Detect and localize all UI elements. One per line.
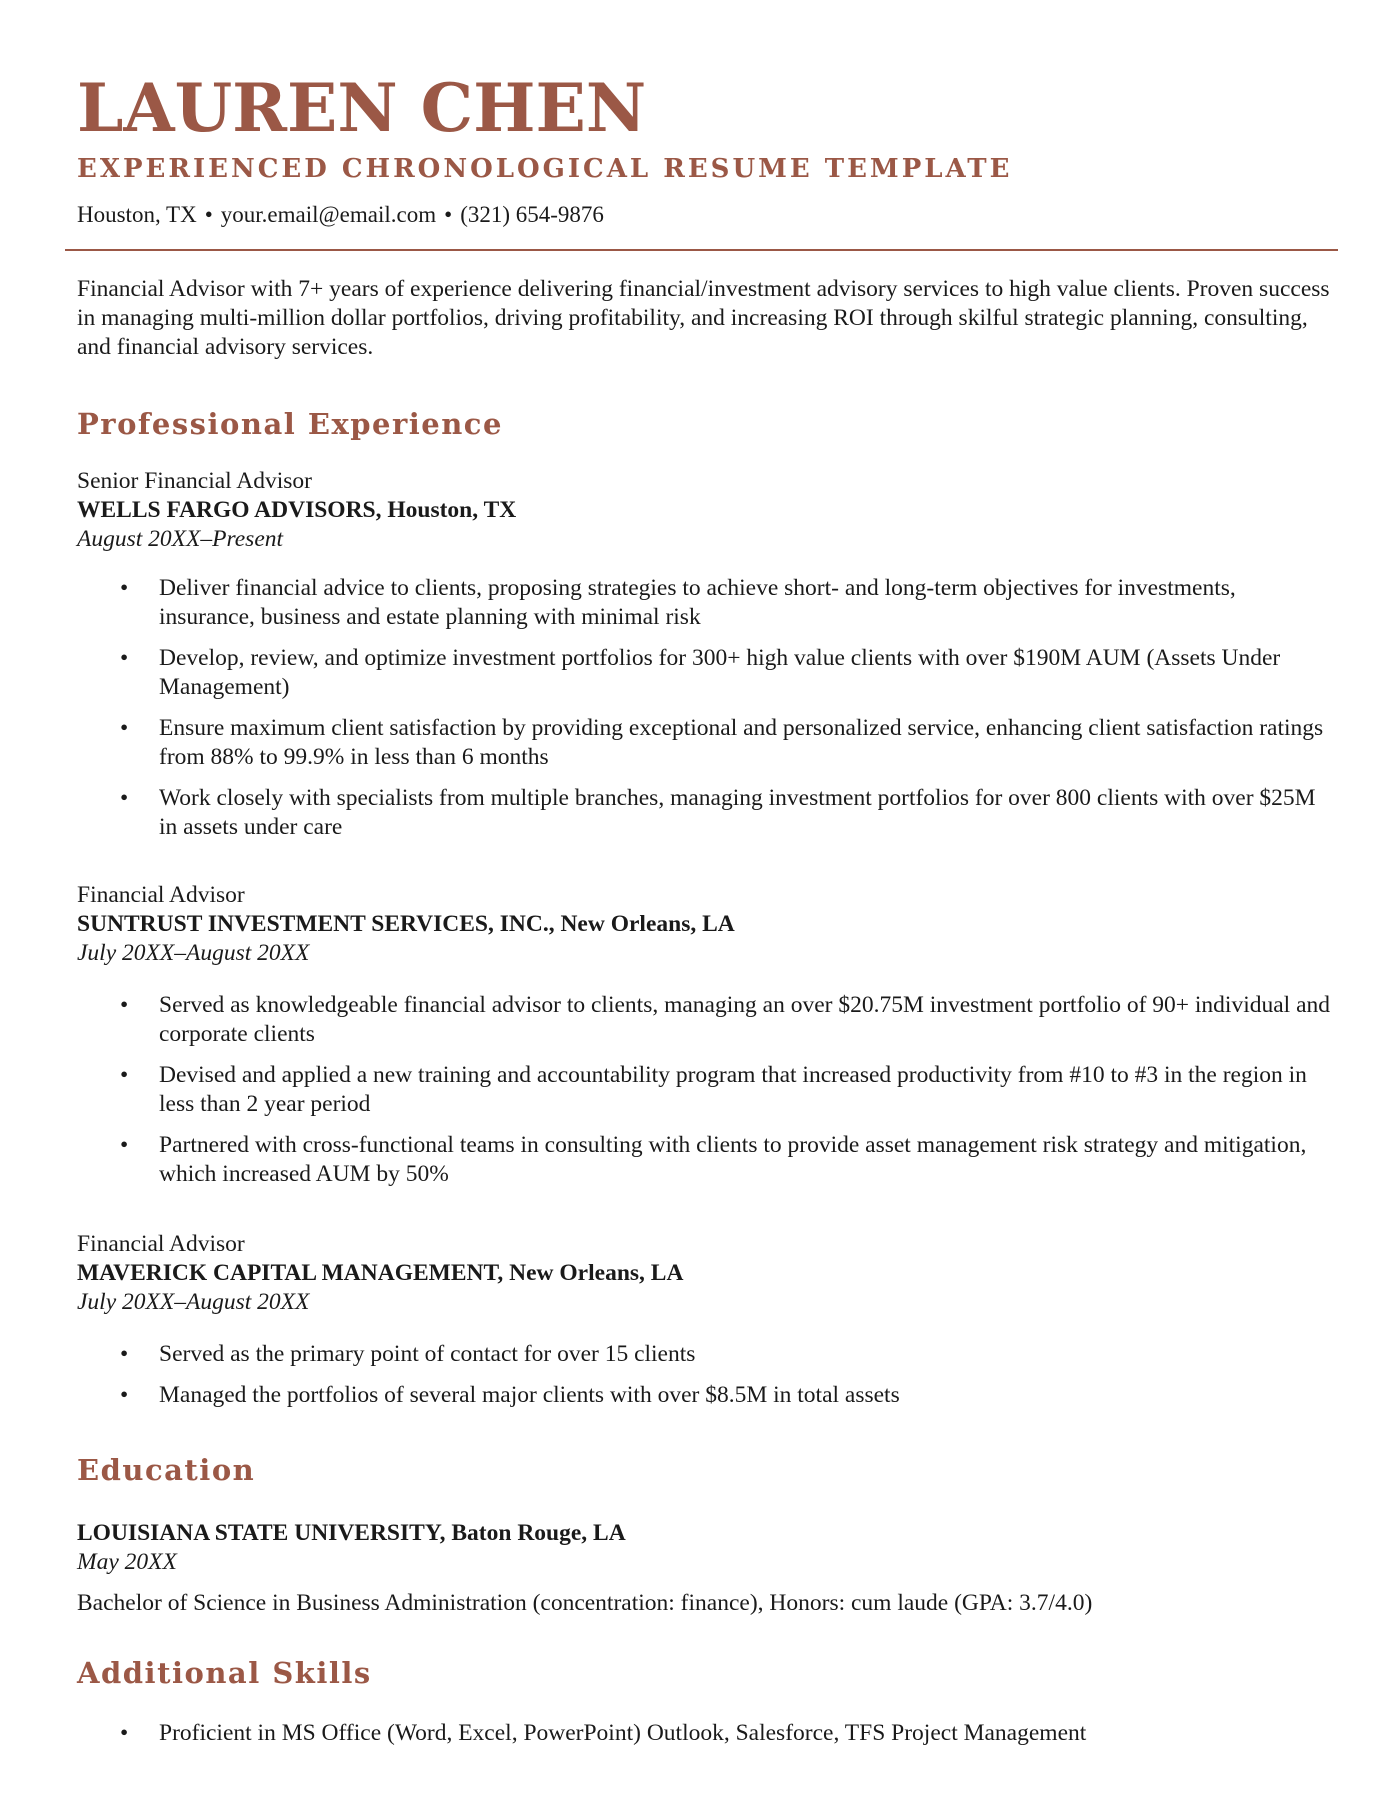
skills-entry: [77, 1719, 1337, 1748]
job-bullets: [77, 991, 1337, 1189]
section-title-skills: Additional Skills: [77, 1656, 372, 1690]
job-dates: July 20XX–August 20XX: [77, 1289, 310, 1315]
contact-separator: •: [444, 202, 453, 227]
job-company: MAVERICK CAPITAL MANAGEMENT, New Orleans, LA: [77, 1260, 684, 1286]
job-bullets: [77, 1340, 1337, 1410]
bullet-dot: •: [120, 715, 129, 741]
bullet-dot: •: [120, 645, 129, 671]
header-divider: [65, 249, 1338, 251]
education-school: LOUISIANA STATE UNIVERSITY, Baton Rouge, LA: [77, 1520, 626, 1546]
resume-subtitle: EXPERIENCED CHRONOLOGICAL RESUME TEMPLATE: [77, 154, 1013, 184]
bullet-item: • Partnered with cross-functional teams in consulting with clients to provide asset management risk strategy and mitigation, which increased AUM by 50%: [120, 1132, 1307, 1187]
bullet-dot: •: [120, 1341, 129, 1367]
contact-phone: (321) 654-9876: [460, 202, 604, 227]
job-entry: [77, 467, 1337, 842]
education-degree: Bachelor of Science in Business Administration (concentration: finance), Honors: cum laude (GPA: 3.7/4.0): [77, 1590, 1093, 1616]
bullet-item: • Work closely with specialists from multiple branches, managing investment portfolios for over 800 clients with over $25M in assets under care: [120, 785, 1316, 840]
skill-item: • Proficient in MS Office (Word, Excel, PowerPoint) Outlook, Salesforce, TFS Project Management: [120, 1720, 1087, 1746]
bullet-item: • Managed the portfolios of several major clients with over $8.5M in total assets: [120, 1382, 900, 1408]
bullet-dot: •: [120, 575, 129, 601]
bullet-dot: •: [120, 1062, 129, 1088]
candidate-name: LAUREN CHEN: [77, 69, 647, 147]
job-role: Financial Advisor: [77, 1231, 245, 1257]
job-bullets: [77, 574, 1337, 842]
education-dates: May 20XX: [77, 1549, 177, 1575]
bullet-dot: •: [120, 785, 129, 811]
contact-line: [77, 200, 604, 230]
job-dates: August 20XX–Present: [77, 526, 284, 552]
skills-list: [77, 1719, 1337, 1748]
bullet-item: • Served as knowledgeable financial advisor to clients, managing an over $20.75M investment portfolio of 90+ individual and corporate clients: [120, 992, 1331, 1047]
contact-email: your.email@email.com: [220, 202, 437, 227]
bullet-item: • Devised and applied a new training and accountability program that increased productivity from #10 to #3 in the region in less than 2 year period: [120, 1062, 1307, 1117]
job-dates: July 20XX–August 20XX: [77, 940, 310, 966]
job-company: SUNTRUST INVESTMENT SERVICES, INC., New Orleans, LA: [77, 911, 735, 937]
education-entry: [77, 1519, 1337, 1618]
bullet-item: • Deliver financial advice to clients, proposing strategies to achieve short- and long-term objectives for investments, insurance, business and estate planning with minimal risk: [120, 575, 1236, 630]
contact-location: Houston, TX: [77, 202, 197, 227]
contact-separator: •: [204, 202, 213, 227]
bullet-dot: •: [120, 1132, 129, 1158]
job-role: Financial Advisor: [77, 882, 245, 908]
bullet-dot: •: [120, 1720, 129, 1746]
bullet-item: • Served as the primary point of contact for over 15 clients: [120, 1341, 696, 1367]
job-entry: [77, 1230, 1337, 1410]
job-entry: [77, 881, 1337, 1189]
professional-summary: Financial Advisor with 7+ years of experience delivering financial/investment advisory services to high value clients. Proven success in managing multi-million dollar portfolios, driving profitability, and increasing ROI through skilful strategic planning, consulting, and financial advisory services.: [77, 276, 1330, 360]
section-title-education: Education: [77, 1453, 256, 1487]
section-title-experience: Professional Experience: [77, 407, 503, 441]
bullet-dot: •: [120, 1382, 129, 1408]
bullet-item: • Ensure maximum client satisfaction by providing exceptional and personalized service, enhancing client satisfaction ratings from 88% to 99.9% in less than 6 months: [120, 715, 1324, 770]
bullet-item: • Develop, review, and optimize investment portfolios for 300+ high value clients with over $190M AUM (Assets Under Management): [120, 645, 1281, 700]
bullet-dot: •: [120, 992, 129, 1018]
job-role: Senior Financial Advisor: [77, 468, 312, 494]
job-company: WELLS FARGO ADVISORS, Houston, TX: [77, 497, 517, 523]
